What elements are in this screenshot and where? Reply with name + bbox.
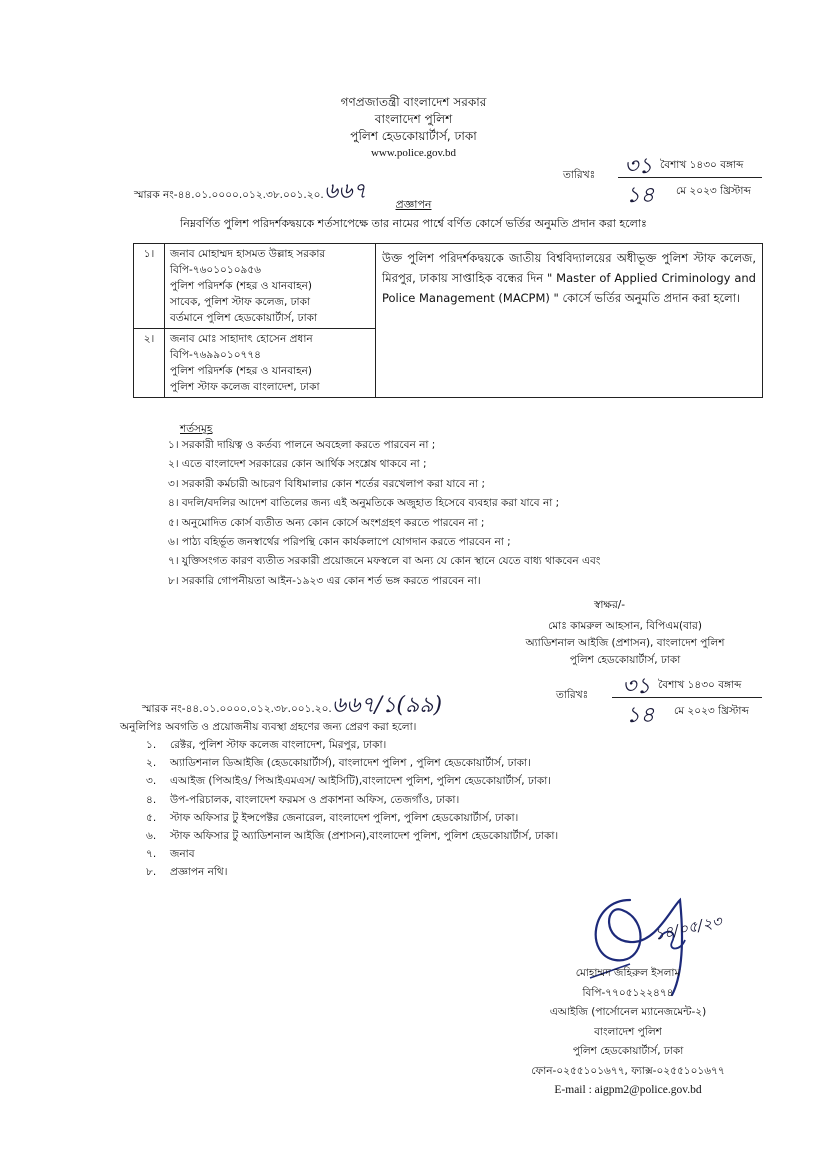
english-date-rest: মে ২০২৩ খ্রিস্টাব্দ <box>676 185 751 197</box>
header-hq: পুলিশ হেডকোয়ার্টার্স, ঢাকা <box>350 129 477 143</box>
officer-cell <box>165 329 376 398</box>
permission-cell: উক্ত পুলিশ পরিদর্শকদ্বয়কে জাতীয় বিশ্ববিদ্যালয়ের অধীভূক্ত পুলিশ স্টাফ কলেজ, মিরপুর, ঢাকায় সাপ্তাহিক বন্ধের দিন " Master of Applied Criminology and Police Management (MACPM) " কোর্সে ভর্তির অনুমতি প্রদান করা হলো। <box>376 244 763 398</box>
header-website[interactable]: www.police.gov.bd <box>370 147 457 159</box>
header-police: বাংলাদেশ পুলিশ <box>374 112 453 126</box>
officer-office: পুলিশ স্টাফ কলেজ বাংলাদেশ, ঢাকা <box>170 381 320 393</box>
conditions-heading: শর্তসমূহ <box>180 423 213 435</box>
officer-cell <box>165 244 376 329</box>
memo-prefix: স্মারক নং-৪৪.০১.০০০০.০১২.৩৮.০০১.২০. <box>134 189 324 201</box>
officer-rank: পুলিশ পরিদর্শক (শহর ও যানবাহন) <box>170 365 312 377</box>
officer-name: জনাব মোঃ সাহাদাৎ হোসেন প্রধান <box>170 333 313 345</box>
list-item: ২. অ্যাডিশনাল ডিআইজি (হেডকোয়ার্টার্স), বাংলাদেশ পুলিশ , পুলিশ হেডকোয়ার্টার্স, ঢাকা। <box>146 757 531 770</box>
list-item: ৫. স্টাফ অফিসার টু ইন্সপেক্টর জেনারেল, বাংলাদেশ পুলিশ, পুলিশ হেডকোয়ার্টার্স, ঢাকা। <box>146 811 519 824</box>
notification-title: প্রজ্ঞাপন <box>395 198 432 211</box>
date-block <box>618 151 762 208</box>
english-day-handwritten: ১৪ <box>626 703 655 728</box>
memo-prefix: স্মারক নং-৪৪.০১.০০০০.০১২.৩৮.০০১.২০. <box>142 703 332 715</box>
list-item: ৩. এআইজ (পিআইও/ পিআইএমএস/ আইসিটি),বাংলাদেশ পুলিশ, পুলিশ হেডকোয়ার্টার্স, ঢাকা। <box>146 775 551 788</box>
list-item: ১. রেক্টর, পুলিশ স্টাফ কলেজ বাংলাদেশ, মিরপুর, ঢাকা। <box>146 739 387 751</box>
condition-item: ২। এতে বাংলাদেশ সরকারের কোন আর্থিক সংশ্লেষ থাকবে না ; <box>168 458 427 471</box>
copy-list <box>146 736 558 882</box>
bengali-date-rest: বৈশাখ ১৪৩০ বঙ্গাব্দ <box>658 679 742 691</box>
header-govt: গণপ্রজাতন্ত্রী বাংলাদেশ সরকার <box>340 95 487 109</box>
signature-block-1 <box>460 618 790 669</box>
signatory-designation: অ্যাডিশনাল আইজি (প্রশাসন), বাংলাদেশ পুলিশ <box>525 637 725 649</box>
signatory-phone: ফোন-০২৫৫১০১৬৭৭, ফ্যাক্স-০২৫৫১০১৬৭৭ <box>531 1064 725 1077</box>
signatory-bp: বিপি-৭৭০৫১২২৪৭৪ <box>582 986 674 999</box>
signature-block-2 <box>508 964 748 1101</box>
serial-cell: ২। <box>134 329 165 398</box>
bengali-date-rest: বৈশাখ ১৪৩০ বঙ্গাব্দ <box>660 159 744 171</box>
condition-item: ৪। বদলি/বদলির আদেশ বাতিলের জন্য এই অনুমতিকে অজুহাত হিসেবে ব্যবহার করা যাবে না ; <box>168 497 560 510</box>
conditions-list <box>168 436 600 591</box>
officer-bp: বিপি-৭৬০১০১০৯৫৬ <box>170 264 261 276</box>
officer-rank: পুলিশ পরিদর্শক (শহর ও যানবাহন) <box>170 280 312 292</box>
list-item: ৪. উপ-পরিচালক, বাংলাদেশ ফরমস ও প্রকাশনা অফিস, তেজগাঁও, ঢাকা। <box>146 793 460 806</box>
officer-bp: বিপি-৭৬৯৯০১০৭৭৪ <box>170 349 261 361</box>
date-label-2: তারিখঃ <box>556 689 589 701</box>
signatory-org: বাংলাদেশ পুলিশ <box>594 1025 662 1038</box>
list-item: ৭. জনাব <box>146 848 195 861</box>
signatory-name: মোহাম্মদ জহিরুল ইসলাম <box>575 967 681 979</box>
officer-name: জনাব মোহাম্মদ হাসমত উল্লাহ সরকার <box>170 248 326 260</box>
serial-cell: ১। <box>134 244 165 329</box>
officers-table <box>133 243 763 398</box>
list-item: ৬. স্টাফ অফিসার টু অ্যাডিশনাল আইজি (প্রশাসন),বাংলাদেশ পুলিশ, পুলিশ হেডকোয়ার্টার্স, ঢাকা। <box>146 830 559 843</box>
condition-item: ১। সরকারী দায়িত্ব ও কর্তব্য পালনে অবহেলা করতে পারবেন না ; <box>168 439 436 451</box>
copy-intro: অনুলিপিঃ অবগতি ও প্রয়োজনীয় ব্যবস্থা গ্রহণের জন্য প্রেরণ করা হলো। <box>120 721 417 733</box>
english-day-handwritten: ১৪ <box>626 183 655 208</box>
officer-former: সাবেক, পুলিশ স্টাফ কলেজ, ঢাকা <box>170 296 310 308</box>
intro-text: নিম্নবর্ণিত পুলিশ পরিদর্শকদ্বয়কে শর্তসাপেক্ষে তার নামের পার্শ্বে বর্ণিত কোর্সে ভর্তির অনুমতি প্রদান করা হলোঃ <box>180 217 647 230</box>
condition-item: ৮। সরকারি গোপনীয়তা আইন-১৯২৩ এর কোন শর্ত ভঙ্গ করতে পারবেন না। <box>168 574 481 587</box>
table-row <box>134 244 763 329</box>
condition-item: ৬। পাঠ্য বহির্ভূত জনস্বার্থের পরিপন্থি কোন কার্যকলাপে যোগদান করতে পারবেন না ; <box>168 536 511 549</box>
signatory-office: পুলিশ হেডকোয়ার্টার্স, ঢাকা <box>572 1045 684 1057</box>
signatory-email[interactable]: E-mail : aigpm2@police.gov.bd <box>554 1084 702 1096</box>
signed-marker: স্বাক্ষর/- <box>594 599 626 611</box>
list-item: ৮. প্রজ্ঞাপন নথি। <box>146 866 228 879</box>
condition-item: ৭। যুক্তিসংগত কারণ ব্যতীত সরকারী প্রয়োজনে মফস্বলে বা অন্য যে কোন স্থানে যেতে বাধ্য থাকবেন এবং <box>168 555 601 568</box>
condition-item: ৫। অনুমোদিত কোর্স ব্যতীত অন্য কোন কোর্সে অংশগ্রহণ করতে পারবেন না ; <box>168 516 485 529</box>
condition-item: ৩। সরকারী কর্মচারী আচরণ বিধিমালার কোন শর্তের বরখেলাপ করা যাবে না ; <box>168 477 486 490</box>
bengali-day-handwritten: ৩১ <box>622 674 651 699</box>
signatory-office: পুলিশ হেডকোয়ার্টার্স, ঢাকা <box>569 654 681 666</box>
date-label: তারিখঃ <box>563 169 596 181</box>
signatory-name: মোঃ কামরুল আহসান, বিপিএম(বার) <box>548 620 702 632</box>
signatory-designation: এআইজি (পার্সোনেল ম্যানেজমেন্ট-২) <box>549 1006 707 1018</box>
date-block-2 <box>612 671 762 728</box>
officer-current: বর্তমানে পুলিশ হেডকোয়ার্টার্স, ঢাকা <box>170 312 318 324</box>
bengali-day-handwritten: ৩১ <box>624 154 653 179</box>
memo-handwritten-number: ৬৬৭ <box>323 179 367 204</box>
memo-handwritten-number: ৬৬৭/১(৯৯) <box>331 693 443 718</box>
signature-date-handwritten: ১৪/০৫/২৩ <box>652 912 724 944</box>
english-date-rest: মে ২০২৩ খ্রিস্টাব্দ <box>674 705 749 717</box>
